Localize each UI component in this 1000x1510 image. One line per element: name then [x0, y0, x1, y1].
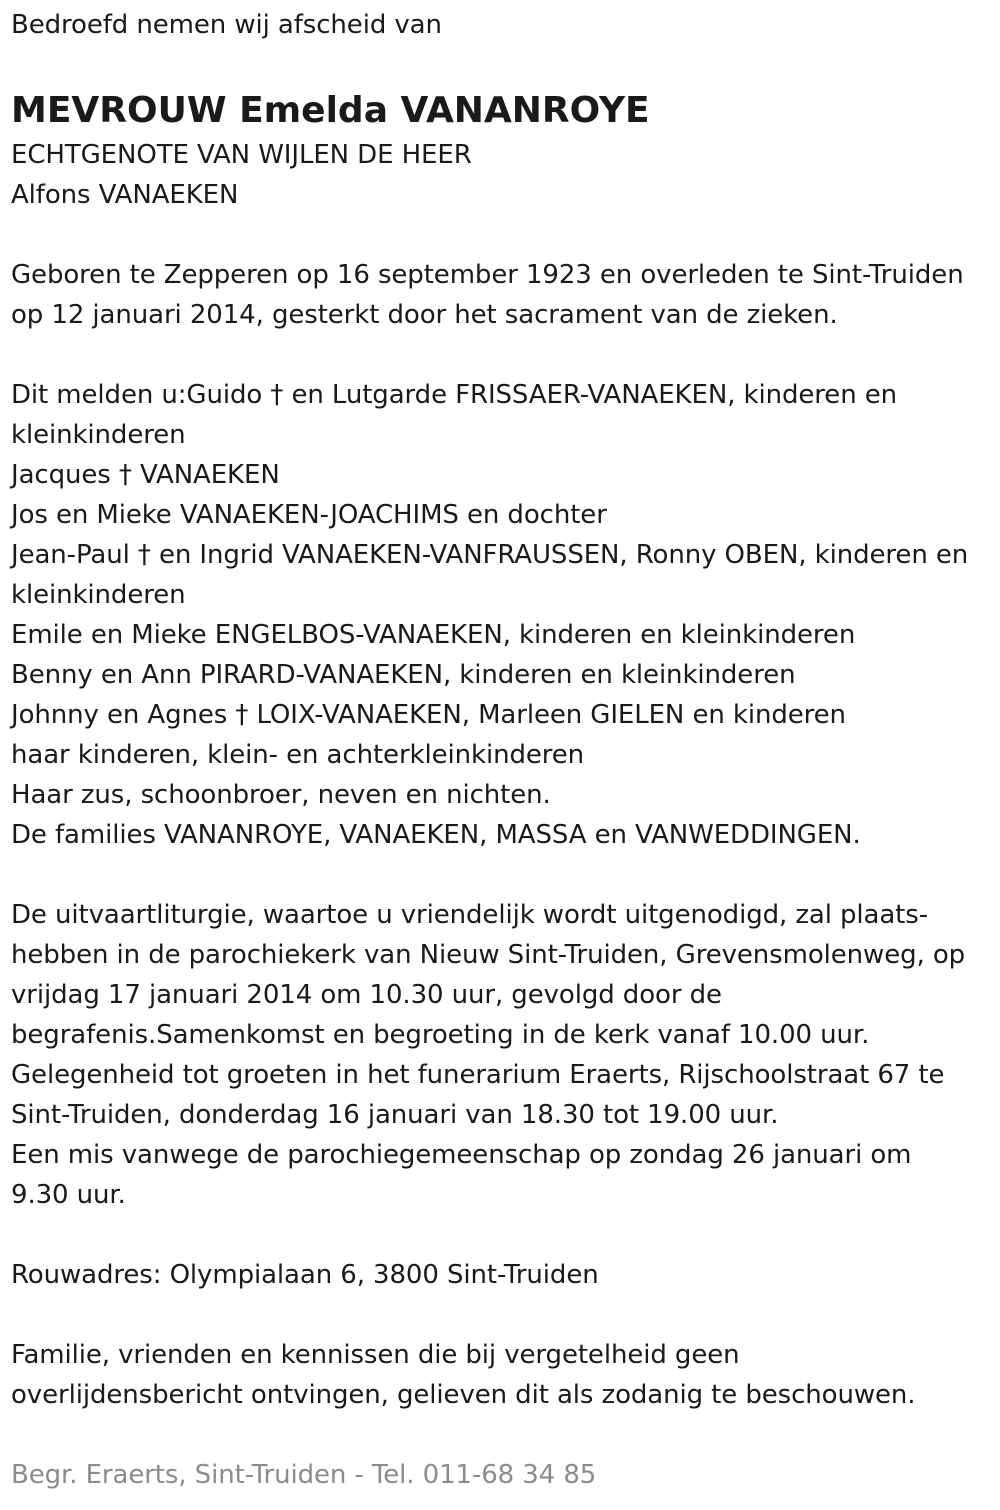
intro-text: Bedroefd nemen wij afscheid van — [11, 10, 442, 40]
spouse-title: ECHTGENOTE VAN WIJLEN DE HEER — [11, 140, 472, 170]
funeral-line: begrafenis.Samenkomst en begroeting in de kerk vanaf 10.00 uur. — [11, 1020, 870, 1050]
birth-death-line: op 12 januari 2014, gesterkt door het sacrament van de zieken. — [11, 300, 838, 330]
birth-death-line: Geboren te Zepperen op 16 september 1923 en overleden te Sint-Truiden — [11, 260, 964, 290]
family-line: De families VANANROYE, VANAEKEN, MASSA en VANWEDDINGEN. — [11, 820, 861, 850]
family-text: Jean-Paul — [11, 540, 130, 570]
family-line — [11, 535, 991, 575]
family-line: kleinkinderen — [11, 420, 186, 450]
cross-icon: † — [137, 540, 151, 570]
family-text: Dit melden u:Guido — [11, 380, 263, 410]
funeral-line: vrijdag 17 januari 2014 om 10.30 uur, gevolgd door de — [11, 980, 722, 1010]
family-text: Johnny en Agnes — [11, 700, 228, 730]
family-line — [11, 375, 991, 415]
obituary-notice — [11, 0, 991, 1495]
funeral-line: Sint-Truiden, donderdag 16 januari van 18.30 tot 19.00 uur. — [11, 1100, 779, 1130]
deceased-name: MEVROUW Emelda VANANROYE — [11, 90, 650, 131]
family-text: Jacques — [11, 460, 111, 490]
cross-icon: † — [270, 380, 284, 410]
family-line — [11, 455, 991, 495]
cross-icon: † — [118, 460, 132, 490]
closing-line: overlijdensbericht ontvingen, gelieven dit als zodanig te beschouwen. — [11, 1380, 916, 1410]
mourning-address: Rouwadres: Olympialaan 6, 3800 Sint-Truiden — [11, 1260, 599, 1290]
spacer — [11, 215, 991, 255]
spacer — [11, 1215, 991, 1255]
spacer — [11, 855, 991, 895]
family-text: en Ingrid VANAEKEN-VANFRAUSSEN, Ronny OBEN, kinderen en — [158, 540, 969, 570]
family-line: kleinkinderen — [11, 580, 186, 610]
closing-line: Familie, vrienden en kennissen die bij vergetelheid geen — [11, 1340, 740, 1370]
spacer — [11, 335, 991, 375]
family-line: haar kinderen, klein- en achterkleinkinderen — [11, 740, 585, 770]
spacer — [11, 1295, 991, 1335]
family-line: Haar zus, schoonbroer, neven en nichten. — [11, 780, 551, 810]
family-line: Benny en Ann PIRARD-VANAEKEN, kinderen en kleinkinderen — [11, 660, 796, 690]
funeral-line: Gelegenheid tot groeten in het funerarium Eraerts, Rijschoolstraat 67 te — [11, 1060, 945, 1090]
spacer — [11, 1415, 991, 1455]
funeral-line: Een mis vanwege de parochiegemeenschap op zondag 26 januari om — [11, 1140, 912, 1170]
funeral-line: 9.30 uur. — [11, 1180, 126, 1210]
family-line: Emile en Mieke ENGELBOS-VANAEKEN, kinderen en kleinkinderen — [11, 620, 856, 650]
family-line: Jos en Mieke VANAEKEN-JOACHIMS en dochter — [11, 500, 607, 530]
funeral-line: hebben in de parochiekerk van Nieuw Sint-Truiden, Grevensmolenweg, op — [11, 940, 966, 970]
funeral-line: De uitvaartliturgie, waartoe u vriendelijk wordt uitgenodigd, zal plaats- — [11, 900, 929, 930]
family-line — [11, 695, 991, 735]
undertaker-footer: Begr. Eraerts, Sint-Truiden - Tel. 011-68 34 85 — [11, 1460, 597, 1490]
family-text: LOIX-VANAEKEN, Marleen GIELEN en kinderen — [256, 700, 846, 730]
family-text: en Lutgarde FRISSAER-VANAEKEN, kinderen en — [291, 380, 898, 410]
spouse-name: Alfons VANAEKEN — [11, 180, 239, 210]
cross-icon: † — [235, 700, 249, 730]
family-text: VANAEKEN — [139, 460, 280, 490]
